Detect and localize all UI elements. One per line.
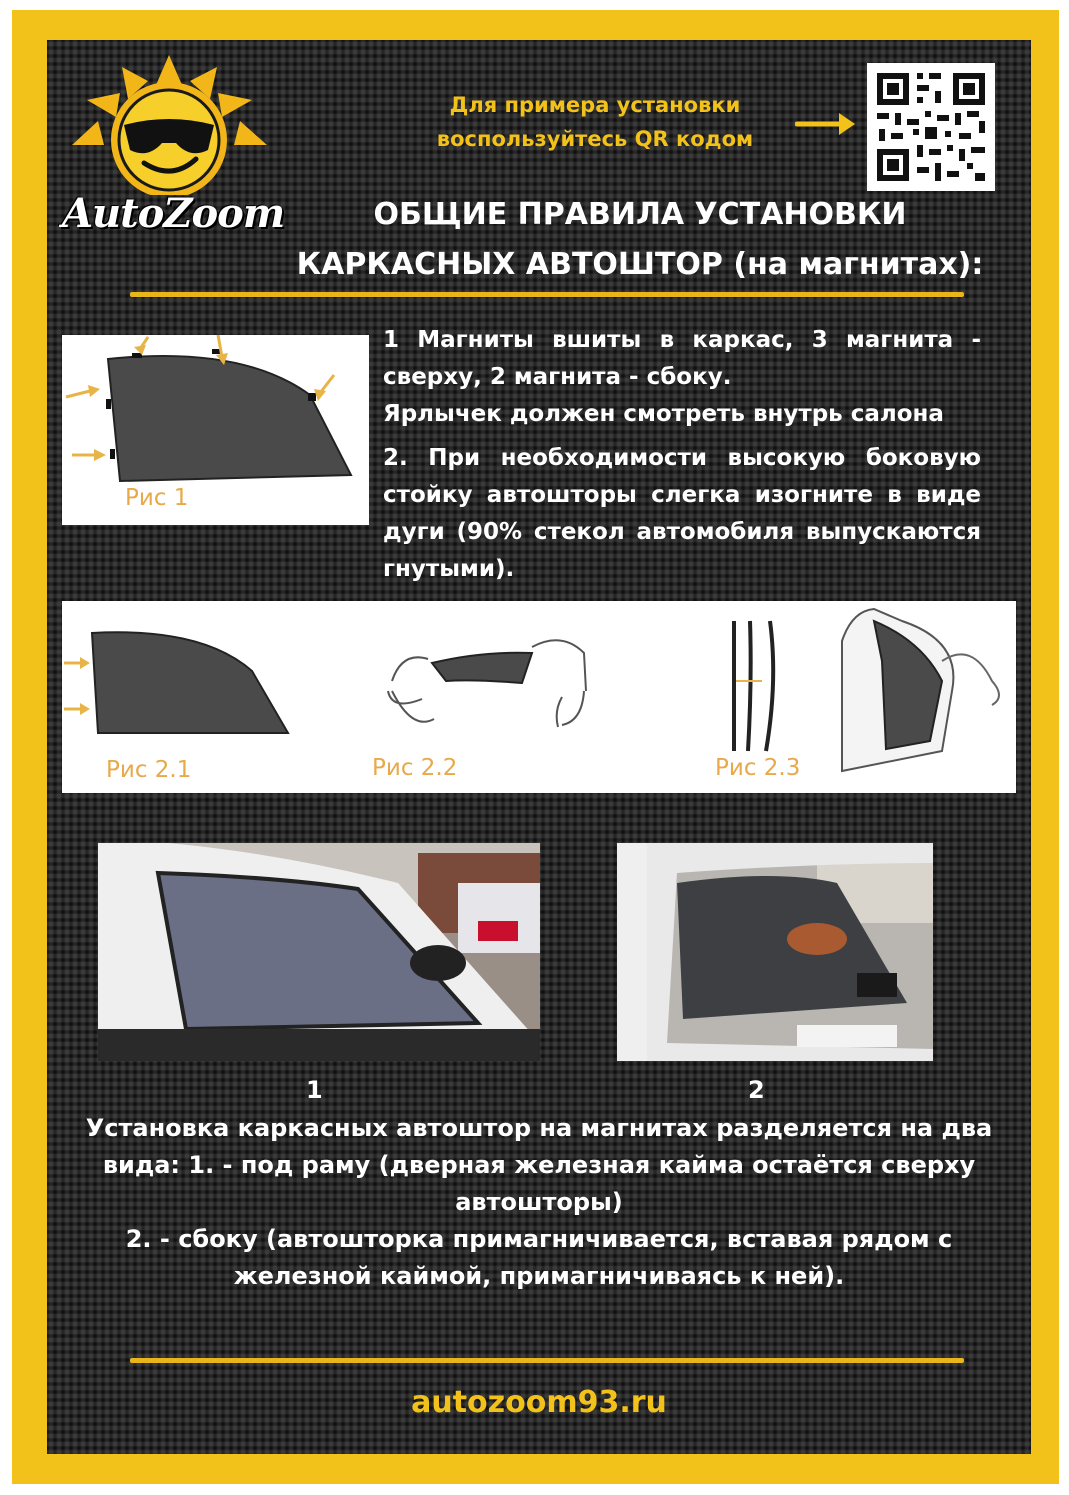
photo-2-number: 2	[748, 1076, 765, 1104]
figure-1-label: Рис 1	[125, 485, 189, 511]
page-title	[200, 190, 1069, 290]
arrow-right-icon	[795, 110, 857, 138]
title-line-2: КАРКАСНЫХ АВТОШТОР (на магнитах):	[296, 247, 984, 282]
title-line-1: ОБЩИЕ ПРАВИЛА УСТАНОВКИ	[373, 197, 907, 232]
install-type-2: 2. - сбоку (автошторка примагничивается, вставая рядом с железной каймой, примагничиваясь к ней).	[125, 1225, 953, 1290]
photo-1-side-window	[98, 843, 540, 1061]
brand-logo-text: AutoZoom	[62, 190, 285, 237]
website-link[interactable]: autozoom93.ru	[411, 1385, 667, 1420]
figure-2-1-label: Рис 2.1	[106, 757, 192, 783]
shade-diagram-icon	[62, 335, 369, 525]
figure-2-strip	[62, 601, 1016, 793]
figure-1-panel	[62, 335, 369, 525]
divider-bottom	[130, 1358, 964, 1363]
qr-code-icon	[867, 63, 995, 191]
figure-2-2-label: Рис 2.2	[372, 755, 458, 781]
figure-2-3-label: Рис 2.3	[715, 755, 801, 781]
sun-logo-icon	[62, 55, 277, 195]
install-steps-icon	[62, 601, 1016, 793]
install-type-1: Установка каркасных автоштор на магнитах разделяется на два вида: 1. - под раму (дверная железная кайма остаётся сверху автошторы)	[85, 1114, 993, 1216]
rule-1-text: 1 Магниты вшиты в каркас, 3 магнита - сверху, 2 магнита - сбоку.	[383, 327, 981, 390]
rule-1-note: Ярлычек должен смотреть внутрь салона	[383, 401, 944, 427]
qr-code[interactable]	[867, 63, 995, 191]
install-types-text	[60, 1110, 1018, 1295]
qr-hint-text: Для примера установки воспользуйтесь QR кодом	[436, 93, 754, 151]
photo-1-number: 1	[306, 1076, 323, 1104]
rule-2-text: 2. При необходимости высокую боковую стойку автошторы слегка изогните в виде дуги (90% стекол автомобиля выпускаются гнутыми).	[383, 445, 981, 582]
divider-top	[130, 292, 964, 297]
photo-2-side-window	[617, 843, 933, 1061]
